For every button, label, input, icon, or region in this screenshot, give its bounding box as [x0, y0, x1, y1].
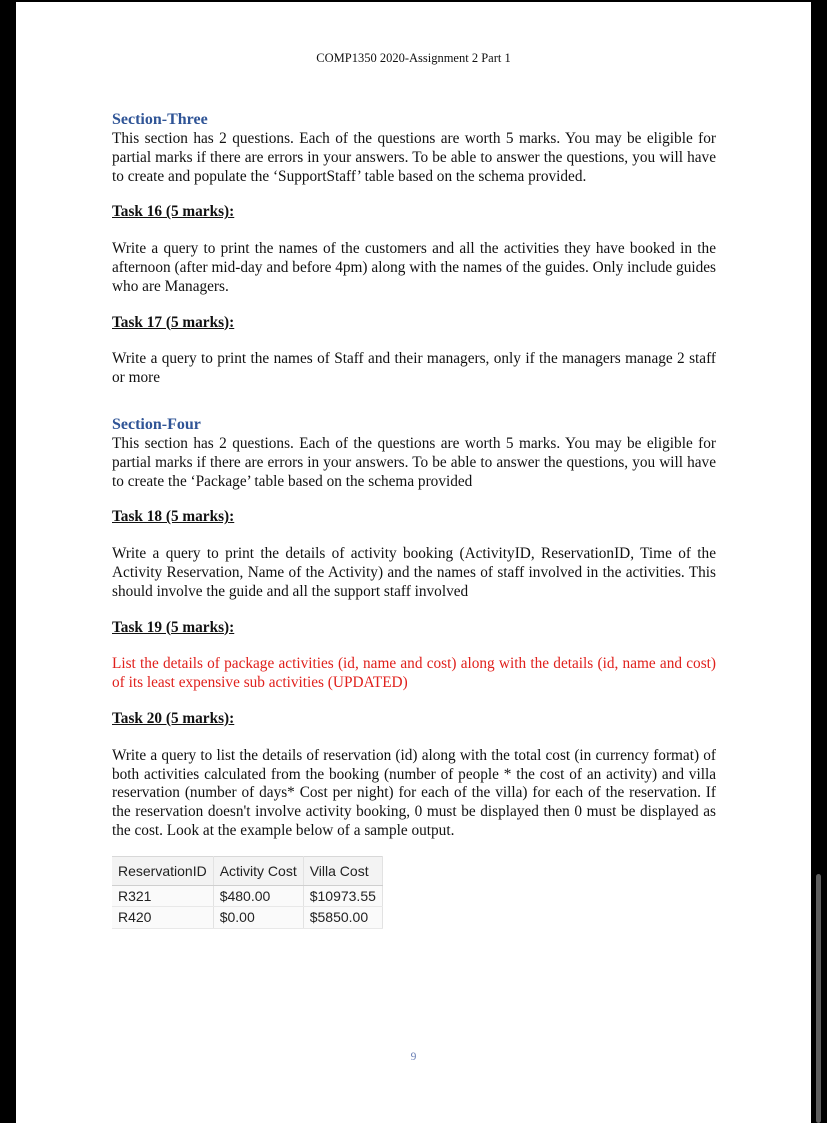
task-16-body: Write a query to print the names of the customers and all the activities they have booked in the afternoon (after mid-day and before 4pm) along with the names of the guides. Only include guides who are Managers.	[112, 240, 716, 295]
page-number: 9	[410, 1051, 417, 1063]
table-cell: $480.00	[213, 885, 303, 907]
task-18-body: Write a query to print the details of activity booking (ActivityID, ReservationID, Time of the Activity Reservation, Name of the Activity) and the names of staff involved in the activities. This should involve the guide and all the support staff involved	[112, 545, 716, 600]
task-17-title: Task 17 (5 marks):	[112, 313, 235, 331]
table-row	[112, 907, 382, 929]
table-cell: $0.00	[213, 907, 303, 929]
section-spacer	[112, 388, 716, 415]
table-cell: R420	[112, 907, 213, 929]
task-18-title: Task 18 (5 marks):	[112, 508, 235, 526]
table-cell: $5850.00	[303, 907, 382, 929]
document-page	[16, 2, 811, 1123]
vertical-scrollbar[interactable]	[816, 874, 821, 1123]
task-20-body: Write a query to list the details of reservation (id) along with the total cost (in currency format) of both activities calculated from the booking (number of people * the cost of an activity) and villa reservation (number of days* Cost per night) for each of the villa) for each of the reservation. If the reservation doesn't involve activity booking, 0 must be displayed then 0 must be displayed as the cost. Look at the example below of a sample output.	[112, 746, 716, 839]
table-row	[112, 885, 382, 907]
task-19-title: Task 19 (5 marks):	[112, 618, 235, 636]
section-three-intro: This section has 2 questions. Each of the questions are worth 5 marks. You may be eligible for partial marks if there are errors in your answers. To be able to answer the questions, you will have to create and populate the ‘SupportStaff’ table based on the schema provided.	[112, 130, 716, 185]
task-20-title: Task 20 (5 marks):	[112, 709, 235, 727]
section-four-heading: Section-Four	[112, 415, 201, 433]
page-header: COMP1350 2020-Assignment 2 Part 1	[316, 51, 511, 65]
table-cell: $10973.55	[303, 885, 382, 907]
sample-output-table	[112, 856, 383, 929]
section-three-heading: Section-Three	[112, 111, 208, 128]
task-19-body: List the details of package activities (id, name and cost) along with the details (id, name and cost) of its least expensive sub activities (UPDATED)	[112, 655, 716, 692]
task-16-title: Task 16 (5 marks):	[112, 203, 235, 221]
table-header-row	[112, 856, 382, 885]
table-cell: R321	[112, 885, 213, 907]
table-header-cell: ReservationID	[112, 856, 213, 885]
task-17-body: Write a query to print the names of Staff and their managers, only if the managers manage 2 staff or more	[112, 350, 716, 387]
table-header-cell: Activity Cost	[213, 856, 303, 885]
page-content	[112, 110, 716, 929]
table-header-cell: Villa Cost	[303, 856, 382, 885]
section-four-intro: This section has 2 questions. Each of the questions are worth 5 marks. You may be eligible for partial marks if there are errors in your answers. To be able to answer the questions, you will have to create the ‘Package’ table based on the schema provided	[112, 434, 716, 490]
